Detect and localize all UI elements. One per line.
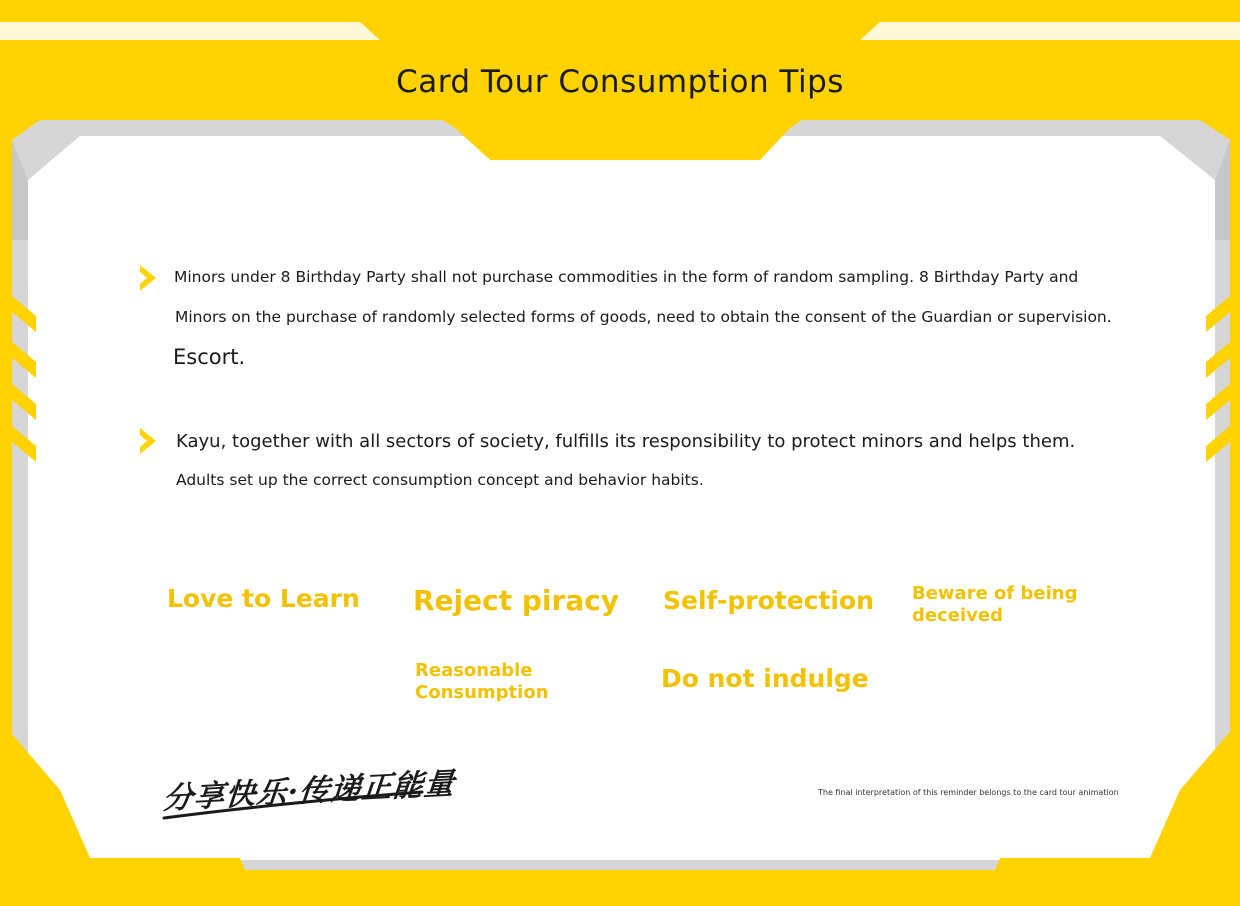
tip-2-line-2: Adults set up the correct consumption concept and behavior habits. [176, 471, 704, 489]
slogan-love-to-learn: Love to Learn [167, 584, 360, 613]
tip-2-line-1: Kayu, together with all sectors of society, fulfills its responsibility to protect minors and helps them. [176, 431, 1076, 452]
footnote: The final interpretation of this reminder belongs to the card tour animation [818, 788, 1119, 797]
white-panel [28, 136, 1215, 860]
slogan-reject-piracy: Reject piracy [413, 584, 620, 617]
page-title: Card Tour Consumption Tips [396, 64, 844, 100]
slogan-do-not-indulge: Do not indulge [661, 664, 869, 693]
tip-1-arrow-icon [140, 265, 156, 291]
top-white-stripe-left [0, 22, 380, 40]
tip-1-line-1: Minors under 8 Birthday Party shall not purchase commodities in the form of random sampling. 8 Birthday Party and [174, 268, 1079, 286]
brush-calligraphy [160, 760, 457, 824]
slogan-beware-of-being-deceived: Beware of being deceived [912, 583, 1078, 626]
brush-calligraphy-text: 分享快乐·传递正能量 [161, 766, 457, 817]
slogan-self-protection: Self-protection [663, 586, 874, 615]
bottom-yellow-bar [0, 870, 1240, 906]
brush-underline-stroke [160, 760, 426, 824]
tip-2-arrow-icon [140, 428, 156, 454]
slogan-reasonable-consumption: Reasonable Consumption [415, 660, 549, 703]
top-white-stripe-right [860, 22, 1240, 40]
tip-1-line-2: Minors on the purchase of randomly selected forms of goods, need to obtain the consent of the Guardian or supervision. [175, 308, 1112, 326]
tip-1-line-3: Escort. [173, 345, 246, 369]
